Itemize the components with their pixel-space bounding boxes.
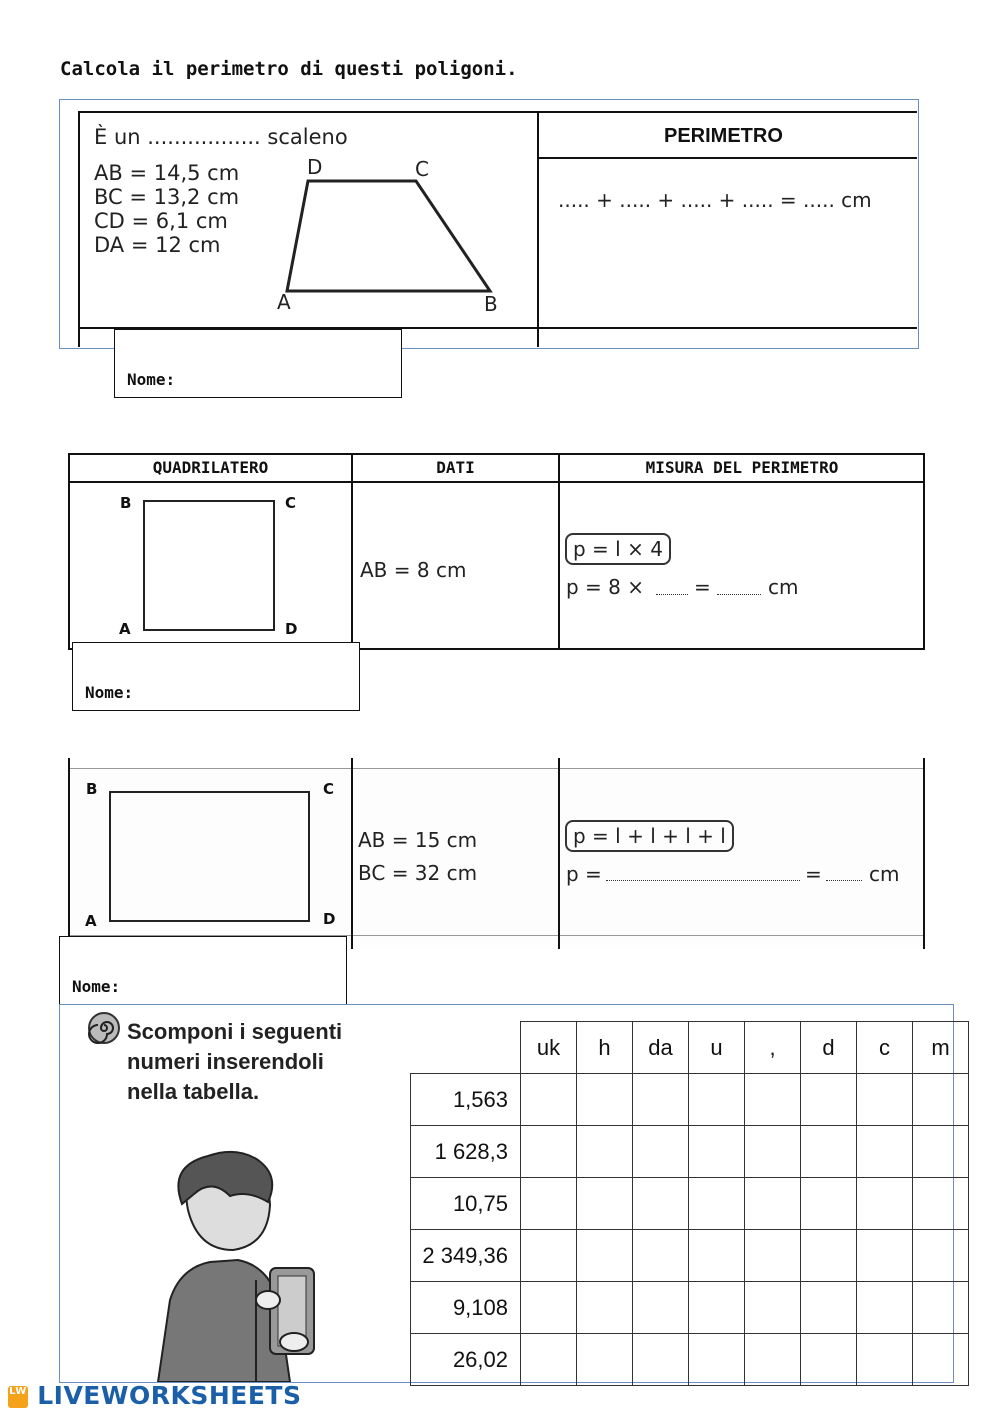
table-row [411,1178,969,1230]
col-c: c [857,1022,913,1074]
nome-label: Nome: [127,370,176,389]
number-cell: 1,563 [411,1074,521,1126]
digit-cell[interactable] [745,1334,801,1386]
side-da: DA = 12 cm [94,233,221,257]
digit-cell[interactable] [745,1230,801,1282]
rectangle-data-ab: AB = 15 cm [358,828,478,852]
digit-cell[interactable] [689,1282,745,1334]
side-ab: AB = 14,5 cm [94,161,240,185]
decomposition-table [410,1021,969,1386]
child-with-tablet-illustration [118,1150,328,1382]
square-vertex-d: D [285,620,298,638]
perimeter-formula: ..... + ..... + ..... + ..... = ..... cm [558,188,872,212]
header-dati: DATI [436,458,475,477]
square-vertex-b: B [120,494,132,512]
col-uk: uk [521,1022,577,1074]
col-da: da [633,1022,689,1074]
digit-cell[interactable] [745,1178,801,1230]
digit-cell[interactable] [857,1074,913,1126]
digit-cell[interactable] [913,1126,969,1178]
digit-cell[interactable] [913,1230,969,1282]
formula-box-rectangle: p = l + l + l + l [565,820,734,852]
digit-cell[interactable] [801,1334,857,1386]
digit-cell[interactable] [689,1334,745,1386]
nome-box-2[interactable] [72,642,360,711]
logo-badge: LW [8,1386,28,1408]
nome-label: Nome: [72,977,121,996]
page-title: Calcola il perimetro di questi poligoni. [60,58,518,80]
nome-label: Nome: [85,683,134,702]
formula-box-square: p = l × 4 [565,533,671,565]
col-u: u [689,1022,745,1074]
table-row [411,1282,969,1334]
rectangle-vertex-a: A [85,912,97,930]
digit-cell[interactable] [689,1074,745,1126]
digit-cell[interactable] [801,1126,857,1178]
header-quadrilatero: QUADRILATERO [152,458,269,477]
square-formula: p = 8 × [566,575,645,599]
digit-cell[interactable] [521,1178,577,1230]
rectangle-formula: p = [566,862,602,886]
instruction-line: nella tabella. [127,1079,260,1104]
table-row [411,1334,969,1386]
trapezoid-vertex-c: C [415,157,429,181]
rectangle-vertex-d: D [323,910,336,928]
digit-cell[interactable] [913,1282,969,1334]
digit-cell[interactable] [633,1126,689,1178]
square-vertex-a: A [119,620,131,638]
digit-cell[interactable] [577,1126,633,1178]
digit-cell[interactable] [577,1282,633,1334]
digit-cell[interactable] [577,1178,633,1230]
rectangle-vertex-b: B [86,780,98,798]
digit-cell[interactable] [857,1230,913,1282]
digit-cell[interactable] [577,1074,633,1126]
digit-cell[interactable] [745,1126,801,1178]
exercise-1-heading: È un ................. scaleno [94,125,348,149]
equals-sign: = [805,862,822,886]
digit-cell[interactable] [521,1334,577,1386]
digit-cell[interactable] [689,1126,745,1178]
digit-cell[interactable] [801,1230,857,1282]
digit-cell[interactable] [857,1334,913,1386]
exercise-4-instruction [127,1017,342,1107]
digit-cell[interactable] [745,1282,801,1334]
side-cd: CD = 6,1 cm [94,209,228,233]
digit-cell[interactable] [521,1074,577,1126]
digit-cell[interactable] [913,1178,969,1230]
digit-cell[interactable] [857,1282,913,1334]
col-m: m [913,1022,969,1074]
digit-cell[interactable] [745,1074,801,1126]
number-cell: 26,02 [411,1334,521,1386]
digit-cell[interactable] [857,1126,913,1178]
perimeter-header: PERIMETRO [664,125,783,147]
trapezoid-vertex-a: A [277,290,291,314]
digit-cell[interactable] [521,1282,577,1334]
number-cell: 9,108 [411,1282,521,1334]
blank-result[interactable] [826,880,862,881]
header-misura-perimetro: MISURA DEL PERIMETRO [645,458,839,477]
digit-cell[interactable] [857,1178,913,1230]
nome-box-1[interactable] [114,329,402,398]
table-row [411,1074,969,1126]
table-row [411,1126,969,1178]
digit-cell[interactable] [577,1334,633,1386]
rectangle-data-bc: BC = 32 cm [358,861,478,885]
blank-sum[interactable] [606,880,800,881]
rectangle-figure [109,791,310,922]
blank-factor[interactable] [656,594,688,595]
unit-cm: cm [869,862,900,886]
digit-cell[interactable] [689,1178,745,1230]
liveworksheets-logo[interactable] [8,1381,301,1410]
spiral-icon [86,1010,122,1046]
number-cell: 2 349,36 [411,1230,521,1282]
digit-cell[interactable] [521,1230,577,1282]
digit-cell[interactable] [633,1282,689,1334]
digit-cell[interactable] [633,1074,689,1126]
trapezoid-vertex-d: D [307,155,323,179]
digit-cell[interactable] [521,1126,577,1178]
unit-cm: cm [768,575,799,599]
square-vertex-c: C [285,494,297,512]
digit-cell[interactable] [913,1074,969,1126]
table-row [411,1230,969,1282]
instruction-line: Scomponi i seguenti [127,1019,343,1044]
logo-text: LIVEWORKSHEETS [37,1381,302,1410]
table-header-row [411,1022,969,1074]
square-figure [143,500,275,631]
digit-cell[interactable] [801,1282,857,1334]
side-bc: BC = 13,2 cm [94,185,240,209]
instruction-line: numeri inserendoli [127,1049,324,1074]
number-cell: 1 628,3 [411,1126,521,1178]
col-comma: , [745,1022,801,1074]
digit-cell[interactable] [633,1334,689,1386]
square-data: AB = 8 cm [360,558,467,582]
number-cell: 10,75 [411,1178,521,1230]
digit-cell[interactable] [913,1334,969,1386]
nome-box-3[interactable] [59,936,347,1005]
exercise-1-data [94,161,239,257]
digit-cell[interactable] [689,1230,745,1282]
col-h: h [577,1022,633,1074]
digit-cell[interactable] [577,1230,633,1282]
trapezoid-vertex-b: B [484,292,498,316]
digit-cell[interactable] [633,1230,689,1282]
col-d: d [801,1022,857,1074]
digit-cell[interactable] [801,1074,857,1126]
digit-cell[interactable] [801,1178,857,1230]
blank-result[interactable] [717,594,761,595]
digit-cell[interactable] [633,1178,689,1230]
rectangle-vertex-c: C [323,780,335,798]
equals-sign: = [694,575,711,599]
